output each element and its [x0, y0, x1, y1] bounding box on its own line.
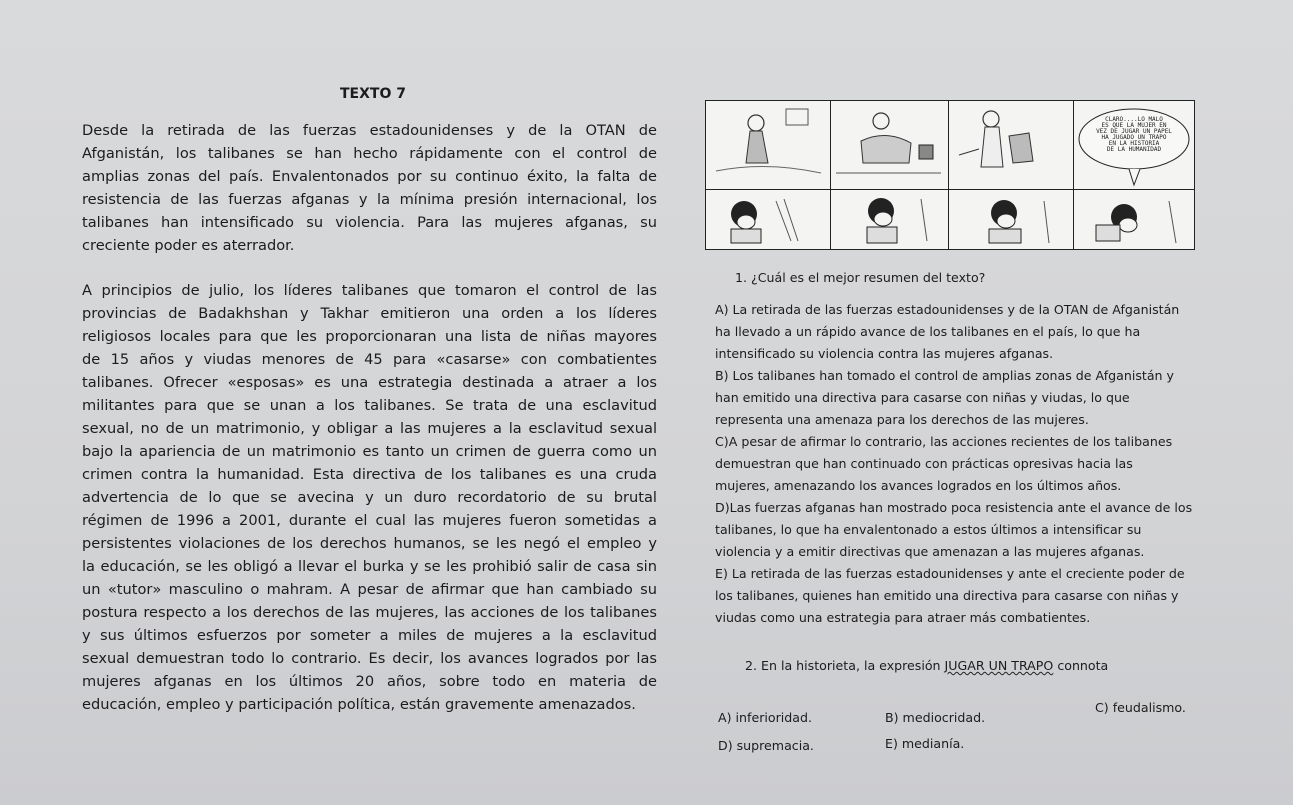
q2-option-a: A) inferioridad.: [718, 710, 812, 725]
passage-line: crimen contra la humanidad. Esta directiva de los talibanes es una cruda: [82, 466, 657, 483]
q1-option-line: talibanes, lo que ha envalentonado a estos últimos a intensificar su: [715, 522, 1142, 537]
passage-line: persistentes violaciones de los derechos humanos, se les negó el empleo y: [82, 535, 657, 552]
comic-panel-drawing: [706, 101, 829, 247]
passage-line: creciente poder es aterrador.: [82, 237, 295, 254]
comic-panel: [1074, 101, 1194, 249]
passage-line: Desde la retirada de las fuerzas estadounidenses y de la OTAN de: [82, 122, 657, 139]
speech-line: CLARO....LO MALO: [1105, 116, 1163, 123]
passage-line: militantes para que se unan a los talibanes. Se trata de una esclavitud: [82, 397, 657, 414]
passage-line: sexual, no de un matrimonio, y obligar a las mujeres a la esclavitud sexual: [82, 420, 657, 437]
comic-panel: [706, 101, 831, 249]
q1-option-line: intensificado su violencia contra las mujeres afganas.: [715, 346, 1054, 361]
q1-option-line: violencia y a emitir directivas que amenazan a las mujeres afganas.: [715, 544, 1145, 559]
q1-option-line: C)A pesar de afirmar lo contrario, las acciones recientes de los talibanes: [715, 434, 1173, 449]
q1-option-line: demuestran que han continuado con prácticas opresivas hacia las: [715, 456, 1133, 471]
q2-highlighted-expression: JUGAR UN TRAPO: [944, 658, 1054, 673]
passage-line: y sus últimos esfuerzos por someter a miles de mujeres a la esclavitud: [82, 627, 657, 644]
passage-line: bajo la apariencia de un matrimonio es tanto un crimen de guerra como un: [82, 443, 657, 460]
text-title: TEXTO 7: [340, 86, 406, 102]
speech-line: EN LA HISTORIA: [1108, 140, 1160, 147]
speech-line: ES QUE LA MUJER EN: [1101, 122, 1167, 129]
passage-line: educación, empleo y participación política, están gravemente amenazados.: [82, 696, 636, 713]
q2-option-d: D) supremacia.: [718, 738, 814, 753]
passage-line: advertencia de lo que se avecina y un duro recordatorio de su brutal: [82, 489, 657, 506]
passage-line: la educación, se les obligó a llevar el burka y se les prohibió salir de casa sin: [82, 558, 657, 575]
q2-prompt-start: 2. En la historieta, la expresión: [745, 658, 945, 673]
passage-line: régimen de 1996 a 2001, durante el cual las mujeres fueron sometidas a: [82, 512, 657, 529]
passage-line: A principios de julio, los líderes talibanes que tomaron el control de las: [82, 282, 657, 299]
speech-line: HA JUGADO UN TRAPO: [1101, 134, 1167, 141]
question-1-prompt: 1. ¿Cuál es el mejor resumen del texto?: [735, 270, 986, 285]
passage-line: sexual demuestran todo lo contrario. Es decir, los avances logrados por las: [82, 650, 657, 667]
passage-line: talibanes han intensificado su violencia. Para las mujeres afganas, su: [82, 214, 657, 231]
comic-panel-drawing: [831, 101, 947, 247]
q1-option-line: mujeres, amenazando los avances logrados en los últimos años.: [715, 478, 1122, 493]
passage-line: resistencia de las fuerzas afganas y la mínima presión internacional, los: [82, 191, 657, 208]
q2-prompt-end: connota: [1053, 658, 1109, 673]
passage-line: Afganistán, los talibanes se han hecho rápidamente con el control de: [82, 145, 657, 162]
passage-line: de 15 años y viudas menores de 45 para «casarse» con combatientes: [82, 351, 657, 368]
q1-option-line: han emitido una directiva para casarse con niñas y viudas, lo que: [715, 390, 1130, 405]
q2-option-e: E) medianía.: [885, 736, 965, 751]
passage-line: provincias de Badakhshan y Takhar emitieron una orden a los líderes: [82, 305, 657, 322]
comic-panel: [831, 101, 949, 249]
q1-option-line: viudas como una estrategia para atraer más combatientes.: [715, 610, 1091, 625]
q2-option-b: B) mediocridad.: [885, 710, 986, 725]
passage-line: talibanes. Ofrecer «esposas» es una estrategia destinada a atraer a los: [82, 374, 657, 391]
q1-option-line: ha llevado a un rápido avance de los talibanes en el país, lo que ha: [715, 324, 1141, 339]
q1-option-line: B) Los talibanes han tomado el control de amplias zonas de Afganistán y: [715, 368, 1174, 383]
passage-line: postura respecto a los derechos de las mujeres, las acciones de los talibanes: [82, 604, 657, 621]
q1-option-line: E) La retirada de las fuerzas estadounidenses y ante el creciente poder de: [715, 566, 1185, 581]
q1-option-line: A) La retirada de las fuerzas estadounidenses y de la OTAN de Afganistán: [715, 302, 1180, 317]
passage-line: religiosos locales para que les proporcionaran una lista de niñas mayores: [82, 328, 657, 345]
speech-line: VEZ DE JUGAR UN PAPEL: [1096, 128, 1172, 135]
q2-option-c: C) feudalismo.: [1095, 700, 1186, 715]
speech-line: DE LA HUMANIDAD: [1106, 146, 1162, 153]
comic-panel-drawing: [949, 101, 1072, 247]
speech-bubble-text: [1086, 117, 1182, 153]
q1-option-line: los talibanes, quienes han emitido una directiva para casarse con niñas y: [715, 588, 1179, 603]
q1-option-line: representa una amenaza para los derechos de las mujeres.: [715, 412, 1089, 427]
comic-panel: [949, 101, 1074, 249]
q1-option-line: D)Las fuerzas afganas han mostrado poca resistencia ante el avance de los: [715, 500, 1193, 515]
comic-strip: [705, 100, 1195, 250]
question-2-prompt: [745, 658, 1108, 673]
passage-line: un «tutor» masculino o mahram. A pesar de afirmar que han cambiado su: [82, 581, 657, 598]
passage-line: mujeres afganas en los últimos 20 años, sobre todo en materia de: [82, 673, 657, 690]
passage-line: amplias zonas del país. Envalentonados por su continuo éxito, la falta de: [82, 168, 657, 185]
